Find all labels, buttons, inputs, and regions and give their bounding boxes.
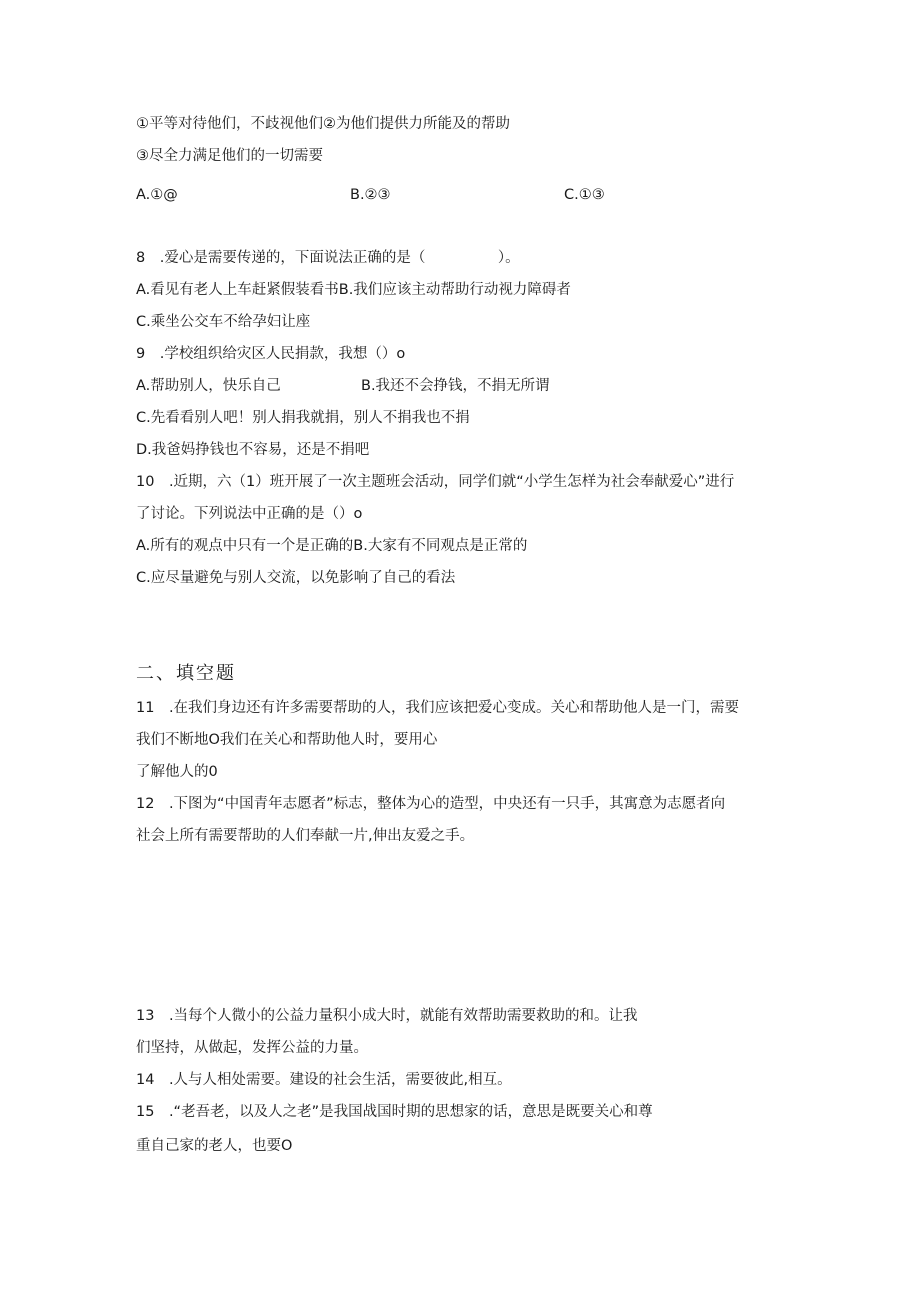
- q10-stem-line-2: 了讨论。下列说法中正确的是（）o: [136, 506, 363, 522]
- q7-statement-line-1: ①平等对待他们，不歧视他们②为他们提供力所能及的帮助: [136, 116, 510, 132]
- q9-option-c: C.先看看别人吧！别人捐我就捐，别人不捐我也不捐: [136, 410, 470, 426]
- q12-line-2: 社会上所有需要帮助的人们奉献一片,伸出友爱之手。: [136, 828, 475, 844]
- q13-line-1: 13 .当每个人微小的公益力量积小成大时，就能有效帮助需要救助的和。让我: [136, 1008, 638, 1024]
- q14-line-1: 14 .人与人相处需要。建设的社会生活，需要彼此,相互。: [136, 1072, 512, 1088]
- q7-option-b: B.②③: [350, 187, 391, 203]
- q9-option-d: D.我爸妈挣钱也不容易，还是不捐吧: [136, 442, 370, 458]
- q8-option-c: C.乘坐公交车不给孕妇让座: [136, 314, 311, 330]
- q15-line-1: 15 .“老吾老，以及人之老”是我国战国时期的思想家的话，意思是既要关心和尊: [136, 1104, 653, 1120]
- q9-options-ab-row: [136, 377, 550, 395]
- q9-option-a: A.帮助别人，快乐自己: [136, 378, 281, 394]
- q8-options-ab: A.看见有老人上车赶紧假装看书B.我们应该主动帮助行动视力障碍者: [136, 282, 571, 298]
- q11-line-3: 了解他人的0: [136, 764, 218, 780]
- q12-line-1: 12 .下图为“中国青年志愿者”标志，整体为心的造型，中央还有一只手，其寓意为志愿者向: [136, 796, 726, 812]
- section-heading-fill-in-blank: 二、填空题: [136, 663, 236, 684]
- q9-option-b: B.我还不会挣钱，不捐无所谓: [361, 378, 550, 394]
- q13-line-2: 们坚持，从做起，发挥公益的力量。: [136, 1040, 368, 1056]
- q10-option-c: C.应尽量避免与别人交流，以免影响了自己的看法: [136, 570, 456, 586]
- q10-options-ab: A.所有的观点中只有一个是正确的B.大家有不同观点是正常的: [136, 538, 528, 554]
- q12-image-area: [136, 860, 786, 990]
- q7-statement-line-2: ③尽全力满足他们的一切需要: [136, 148, 323, 164]
- q7-option-a: A.①@: [136, 187, 178, 203]
- q8-stem: 8 .爱心是需要传递的，下面说法正确的是（ ）。: [136, 250, 520, 266]
- q15-line-2: 重自己家的老人，也要O: [136, 1138, 293, 1154]
- q11-line-1: 11 .在我们身边还有许多需要帮助的人，我们应该把爱心变成。关心和帮助他人是一门，需要: [136, 700, 740, 716]
- q11-line-2: 我们不断地O我们在关心和帮助他人时，要用心: [136, 732, 438, 748]
- q7-option-c: C.①③: [564, 187, 605, 203]
- q9-stem: 9 .学校组织给灾区人民捐款，我想（）o: [136, 346, 406, 362]
- q10-stem-line-1: 10 .近期，六（1）班开展了一次主题班会活动，同学们就“小学生怎样为社会奉献爱心”进行: [136, 474, 735, 490]
